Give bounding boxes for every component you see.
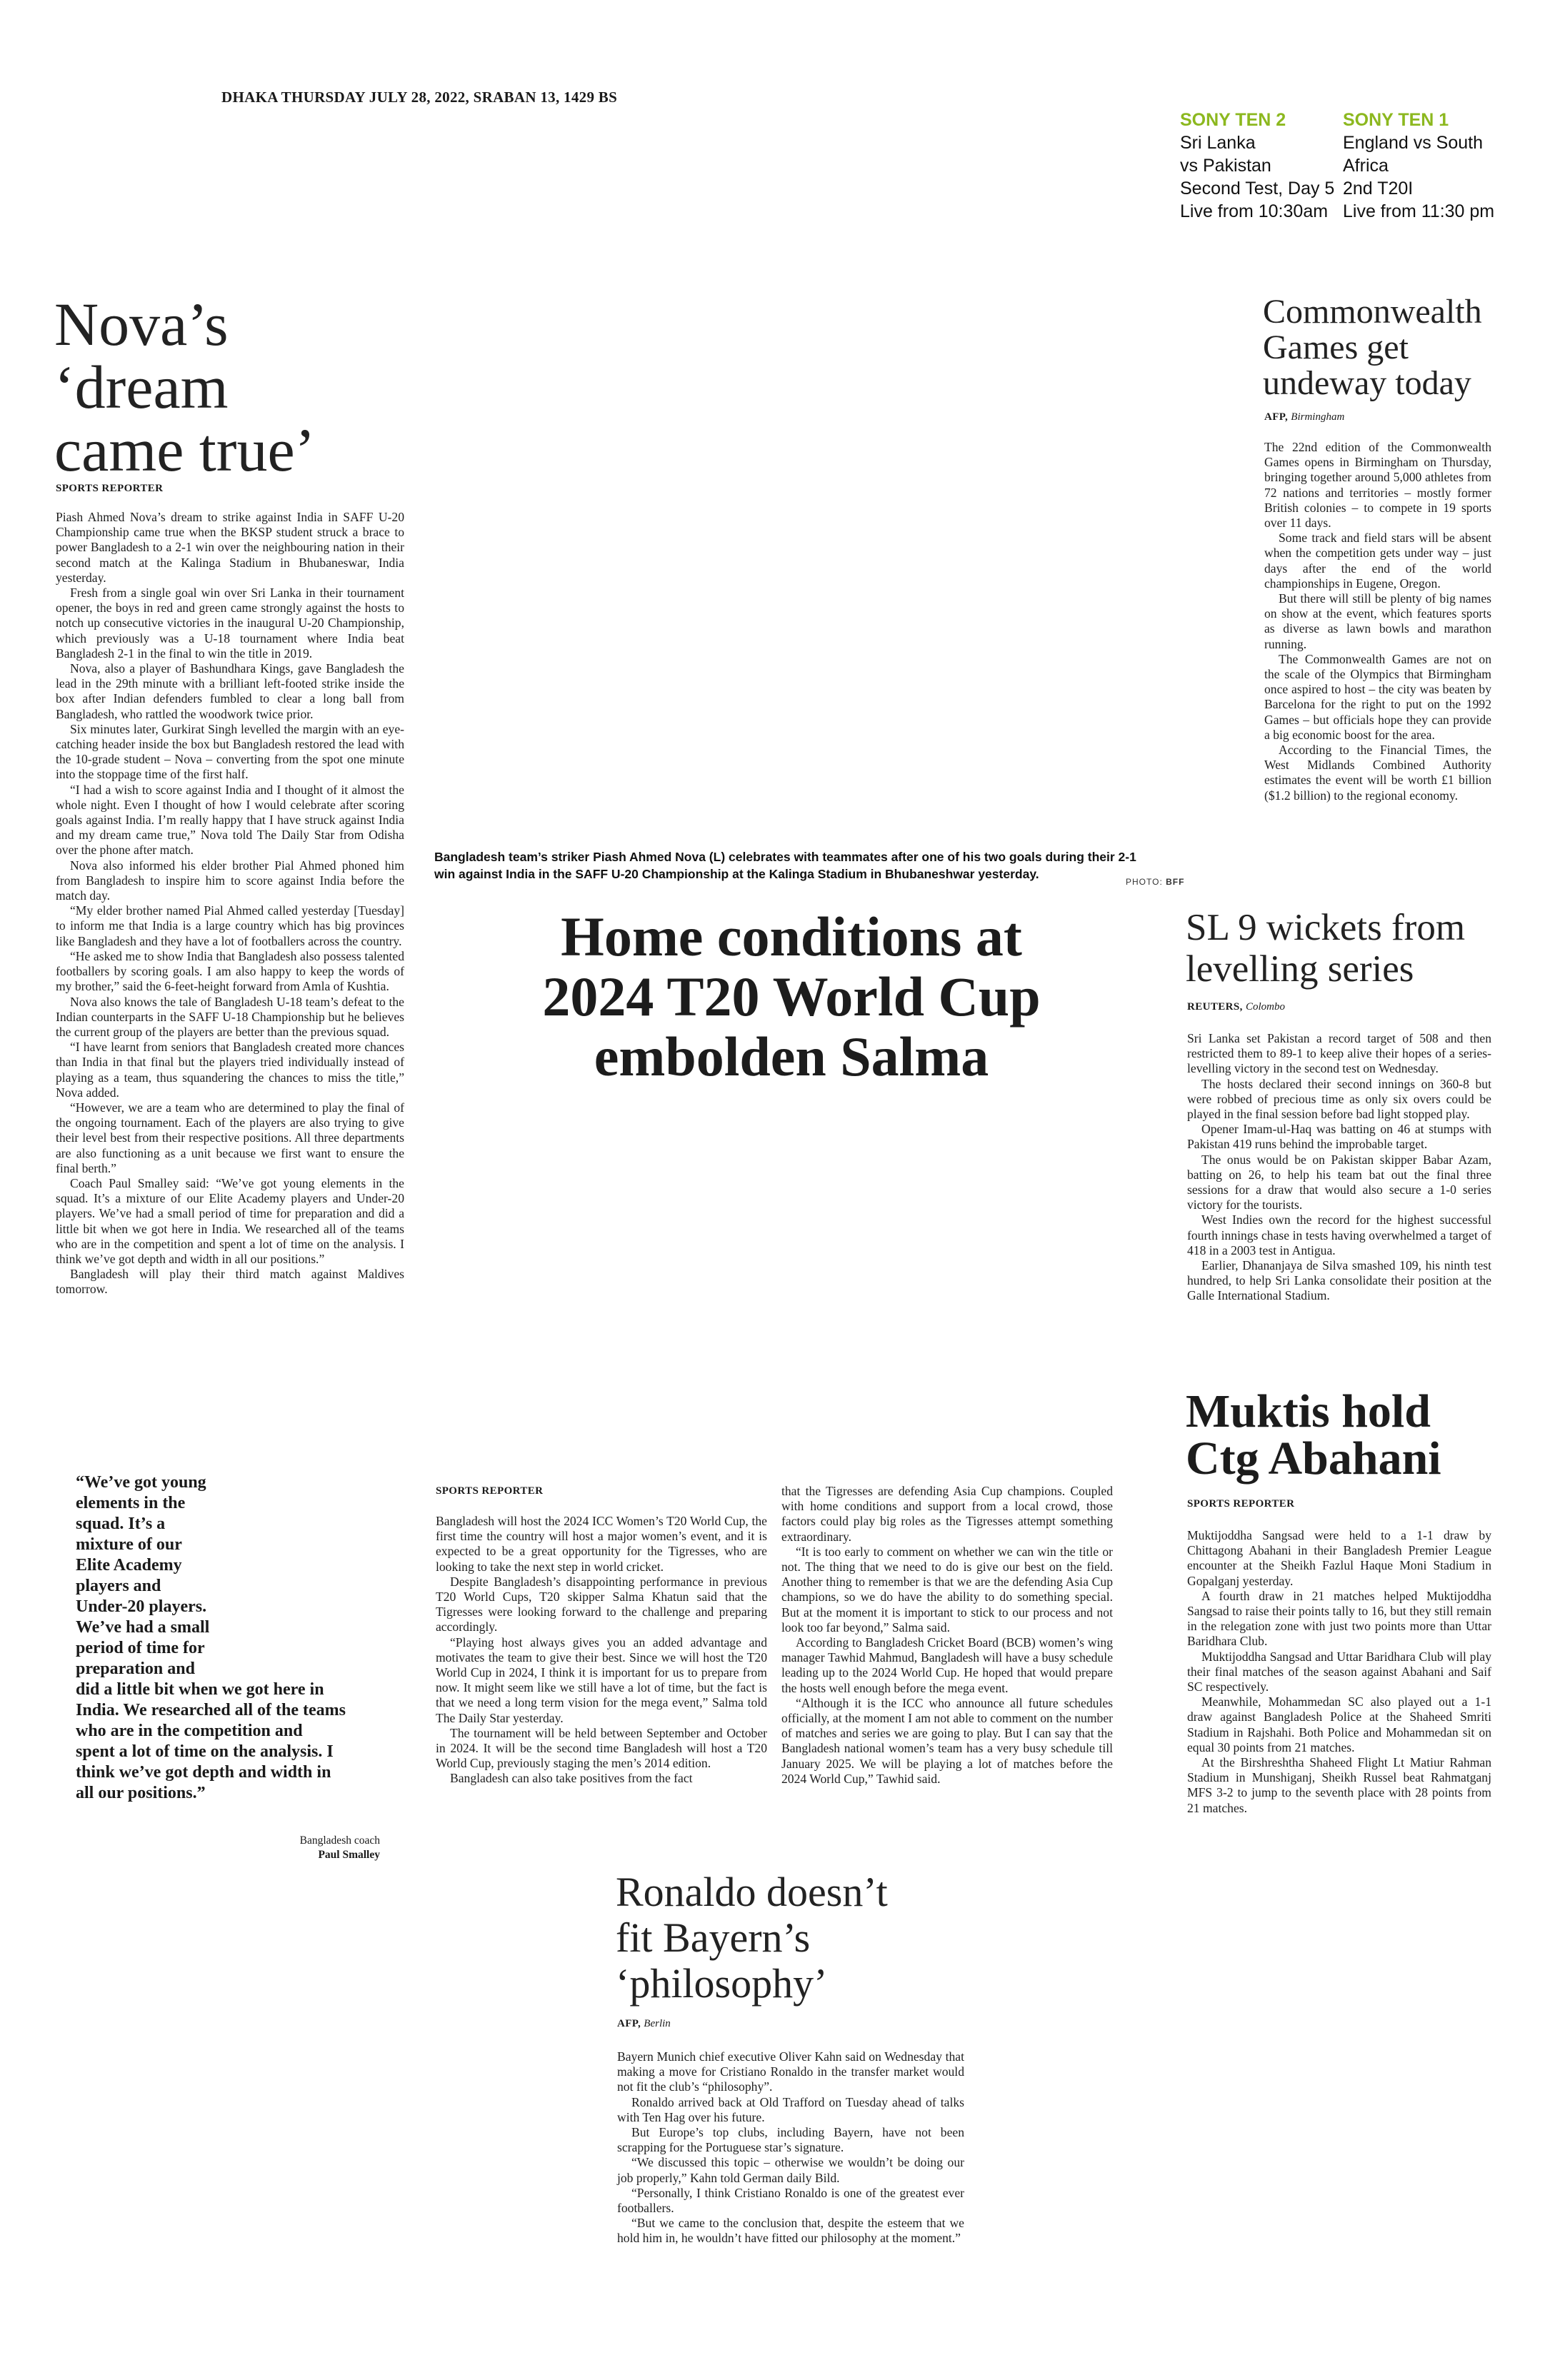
credit-label: PHOTO:	[1126, 877, 1163, 887]
headline-line: fit Bayern’s	[616, 1914, 811, 1961]
paragraph: The tournament will be held between September and October in 2024. It will be the second time Bangladesh will host a T20 World Cup, previously staging the men’s 2014 edition.	[436, 1725, 767, 1771]
tv-listing-sony-ten-2	[1180, 109, 1337, 223]
quote-line: Elite Academy	[76, 1556, 182, 1575]
byline-agency: AFP,	[1264, 411, 1289, 423]
paragraph: Bangladesh can also take positives from the fact	[450, 1771, 693, 1786]
sl-headline	[1186, 907, 1465, 990]
paragraph: “We discussed this topic – otherwise we wouldn’t be doing our job properly,” Kahn told German daily Bild.	[617, 2155, 964, 2185]
paragraph: “I had a wish to score against India and I thought of it almost the whole night. Even I thought of how I would celebrate after scoring goals against India. I’m really happy that I have struck against India and my dream came true,” Nova told The Daily Star from Odisha over the phone after match.	[56, 782, 404, 858]
salma-article-col1	[436, 1514, 767, 1787]
paragraph: Nova also informed his elder brother Pial Ahmed phoned him from Bangladesh to inspire him to score against India before the match day.	[56, 858, 404, 903]
headline-line: levelling series	[1186, 948, 1414, 990]
dateline: DHAKA THURSDAY JULY 28, 2022, SRABAN 13, 1429 BS	[221, 89, 618, 106]
headline-line: SL 9 wickets from	[1186, 907, 1466, 948]
muktis-article-body	[1187, 1528, 1491, 1816]
byline-location: Birmingham	[1291, 411, 1345, 423]
paragraph: “Although it is the ICC who announce all future schedules officially, at the moment I am not able to comment on the number of matches and series we are going to play. But I can say that the Bangladesh national women’s team has a very busy schedule till January 2025. We will be playing a lot of matches before the 2024 World Cup,” Tawhid said.	[781, 1695, 1113, 1786]
tv-line: Second Test, Day 5	[1180, 179, 1335, 199]
paragraph: “But we came to the conclusion that, despite the esteem that we hold him in, he wouldn’t have fitted our philosophy at the moment.”	[617, 2216, 964, 2246]
tv-line: Live from 10:30am	[1180, 201, 1329, 221]
paragraph: Muktijoddha Sangsad were held to a 1-1 draw by Chittagong Abahani in their Bangladesh Premier League encounter at the Sheikh Fazlul Haque Moni Stadium in Gopalganj yesterday.	[1187, 1528, 1491, 1588]
paragraph: A fourth draw in 21 matches helped Muktijoddha Sangsad to raise their points tally to 16, but they still remain in the relegation zone with just two points more than Uttar Baridhara Club.	[1187, 1588, 1491, 1649]
ronaldo-headline	[616, 1869, 888, 2007]
sl-article-body	[1187, 1031, 1491, 1304]
quote-line: We’ve had a small	[76, 1618, 210, 1637]
salma-byline: SPORTS REPORTER	[436, 1485, 544, 1497]
headline-line: Ctg Abahani	[1186, 1432, 1441, 1485]
paragraph: The onus would be on Pakistan skipper Babar Azam, batting on 26, to help his team bat out the final three sessions for a draw that would also secure a 1-0 series victory for the tourists.	[1187, 1152, 1491, 1212]
quote-line: all our positions.”	[76, 1784, 206, 1802]
paragraph: Piash Ahmed Nova’s dream to strike against India in SAFF U-20 Championship came true when the BKSP student struck a brace to power Bangladesh to a 2-1 win over the neighbouring nation in their second match at the Kalinga Stadium in Bhubaneswar, India yesterday.	[56, 510, 404, 585]
paragraph: Despite Bangladesh’s disappointing performance in previous T20 World Cups, T20 skipper Salma Khatun said that the Tigresses were looking forward to the challenge and preparing accordingly.	[436, 1574, 767, 1635]
tv-line: Sri Lanka	[1180, 133, 1256, 153]
headline-line: Commonwealth	[1263, 293, 1482, 331]
paragraph: The hosts declared their second innings on 360-8 but were robbed of precious time as only six overs could be played in the final session before bad light stopped play.	[1187, 1076, 1491, 1122]
paragraph: Nova also knows the tale of Bangladesh U-18 team’s defeat to the Indian counterparts in the SAFF U-18 Championship but he believes the current group of the players are better than the previous squad.	[56, 994, 404, 1039]
tv-channel: SONY TEN 2	[1180, 110, 1286, 130]
byline-location: Colombo	[1245, 1001, 1285, 1013]
paragraph: Muktijoddha Sangsad and Uttar Baridhara Club will play their final matches of the season against Abahani and Saif SC respectively.	[1187, 1649, 1491, 1694]
quote-role: Bangladesh coach	[299, 1834, 380, 1847]
tv-line: Live from 11:30 pm	[1343, 201, 1495, 221]
headline-line: Games get	[1263, 328, 1409, 366]
paragraph: Some track and field stars will be absent when the competition gets under way – just days after the end of the world championships in Eugene, Oregon.	[1264, 531, 1491, 591]
paragraph: Meanwhile, Mohammedan SC also played out a 1-1 draw against Bangladesh Police at the Shaheed Smriti Stadium in Rajshahi. Both Police and Mohammedan sit on equal 30 points from 21 matches.	[1187, 1694, 1491, 1754]
tv-line: Africa	[1343, 156, 1389, 176]
headline-line: 2024 T20 World Cup	[542, 965, 1041, 1028]
paragraph: According to Bangladesh Cricket Board (BCB) women’s wing manager Tawhid Mahmud, Bangladesh will have a busy schedule leading up to the 2024 World Cup. He hoped that would prepare the hosts well enough before the mega event.	[781, 1635, 1113, 1695]
nova-article-body	[56, 510, 404, 1297]
headline-line: Home conditions at	[561, 905, 1022, 968]
paragraph: Six minutes later, Gurkirat Singh levelled the margin with an eye-catching header inside the box but Bangladesh restored the lead with the 10-grade student – Nova – converting from the spot one minute into the stoppage time of the first half.	[56, 721, 404, 782]
quote-author: Paul Smalley	[318, 1849, 380, 1861]
paragraph: Nova, also a player of Bashundhara Kings, gave Bangladesh the lead in the 29th minute with a brilliant left-footed strike inside the box after Indian defenders fumbled to clear a long ball from Bangladesh, who rattled the woodwork twice prior.	[56, 661, 404, 721]
quote-line: preparation and	[76, 1660, 195, 1678]
tv-line: England vs South	[1343, 133, 1483, 153]
quote-line: “We’ve got young	[76, 1473, 206, 1492]
quote-line: players and	[76, 1577, 161, 1595]
paragraph: “He asked me to show India that Bangladesh also possess talented footballers by scoring goals. I am also happy to keep the words of my brother,” said the 6-feet-height forward from Amla of Kushtia.	[56, 948, 404, 994]
paragraph: At the Birshreshtha Shaheed Flight Lt Matiur Rahman Stadium in Munshiganj, Sheikh Russel beat Rahmatganj MFS 3-2 to jump to the seventh place with 28 points from 21 matches.	[1187, 1755, 1491, 1815]
paragraph: “I have learnt from seniors that Bangladesh created more chances than India in that final but the players tried individually instead of playing as a team, thus squandering the chances to miss the title,” Nova added.	[56, 1040, 404, 1100]
paragraph: “However, we are a team who are determined to play the final of the ongoing tournament. Each of the players are also trying to give their level best from their respective positions. All three departments are also functioning as a unit because we first want to ensure the final berth.”	[56, 1100, 404, 1175]
paragraph: Bangladesh will host the 2024 ICC Women’s T20 World Cup, the first time the country will host a major women’s event, and it is expected to be a great opportunity for the Tigresses, who are looking to take the next step in world cricket.	[436, 1514, 767, 1574]
headline-line: Ronaldo doesn’t	[616, 1869, 888, 1915]
paragraph: Earlier, Dhananjaya de Silva smashed 109, his ninth test hundred, to help Sri Lanka consolidate their position at the Galle International Stadium.	[1187, 1258, 1491, 1303]
tv-listing-sony-ten-1	[1343, 109, 1521, 223]
quote-line: Under-20 players.	[76, 1597, 207, 1616]
quote-line: elements in the	[76, 1494, 186, 1512]
muktis-headline	[1186, 1385, 1441, 1485]
headline-line: embolden Salma	[594, 1025, 989, 1088]
commonwealth-byline	[1264, 411, 1344, 423]
muktis-byline: SPORTS REPORTER	[1187, 1498, 1295, 1510]
paragraph: Ronaldo arrived back at Old Trafford on Tuesday ahead of talks with Ten Hag over his future.	[617, 2094, 964, 2124]
paragraph: Bangladesh will play their third match against Maldives tomorrow.	[56, 1267, 404, 1297]
paragraph: Coach Paul Smalley said: “We’ve got young elements in the squad. It’s a mixture of our Elite Academy players and Under-20 players. We’ve had a small period of time for preparation and did a little bit when we got here in India. We researched all of the teams who are in the competition and spent a lot of time on the analysis. I think we’ve got depth and width in all our positions.”	[56, 1175, 404, 1266]
paragraph: But there will still be plenty of big names on show at the event, which features sports as diverse as lawn bowls and marathon running.	[1264, 591, 1491, 651]
paragraph: “My elder brother named Pial Ahmed called yesterday [Tuesday] to inform me that India is a large country which has big provinces like Bangladesh and they have a lot of footballers across the country.	[56, 903, 404, 948]
nova-byline: SPORTS REPORTER	[56, 483, 164, 494]
paragraph: Sri Lanka set Pakistan a record target of 508 and then restricted them to 89-1 to keep alive their hopes of a series-levelling victory in the second test on Wednesday.	[1187, 1031, 1491, 1076]
paragraph: “Playing host always gives you an added advantage and motivates the team to give their best. Since we will host the T20 World Cup in 2024, I think it is important for us to prepare from now. It might seem like we still have a lot of time, but the fact is that we need a long term vision for the mega event,” Salma told The Daily Star yesterday.	[436, 1635, 767, 1725]
photo-caption: Bangladesh team’s striker Piash Ahmed Nova (L) celebrates with teammates after one of his two goals during their 2-1 win against India in the SAFF U-20 Championship at the Kalinga Stadium in Bhubaneshwar yesterday.	[434, 850, 1136, 881]
headline-line: Muktis hold	[1186, 1385, 1431, 1437]
commonwealth-article-body	[1264, 440, 1491, 803]
pull-quote	[76, 1472, 397, 1804]
headline-line: undeway today	[1263, 364, 1471, 402]
paragraph: Fresh from a single goal win over Sri Lanka in their tournament opener, the boys in red and green came strongly against the hosts to notch up consecutive victories in the inaugural U-20 Championship, which previously was a U-18 tournament where India beat Bangladesh 2-1 in the final to win the title in 2019.	[56, 586, 404, 661]
ronaldo-byline	[617, 2018, 671, 2030]
byline-location: Berlin	[644, 2018, 671, 2029]
quote-line: who are in the competition and	[76, 1722, 303, 1740]
headline-line: Nova’s	[54, 290, 229, 358]
quote-line: spent a lot of time on the analysis. I	[76, 1742, 334, 1761]
quote-line: did a little bit when we got here in	[76, 1680, 324, 1699]
commonwealth-headline	[1263, 294, 1482, 401]
byline-agency: REUTERS,	[1187, 1001, 1243, 1013]
paragraph: “It is too early to comment on whether we can win the title or not. The thing that we need to do is give our best on the field. Another thing to remember is that we are the defending Asia Cup champions, so we do have the ability to do something special. But at the moment it is important to stick to our process and not look too far beyond,” Salma said.	[781, 1544, 1113, 1635]
nova-headline	[54, 290, 316, 484]
headline-line: came true’	[54, 416, 316, 484]
credit-source: BFF	[1166, 877, 1185, 887]
paragraph: West Indies own the record for the highest successful fourth innings chase in tests having overwhelmed a target of 418 in a 2003 test in Antigua.	[1187, 1212, 1491, 1257]
paragraph: Bayern Munich chief executive Oliver Kahn said on Wednesday that making a move for Cristiano Ronaldo in the transfer market would not fit the club’s “philosophy”.	[617, 2049, 964, 2094]
quote-line: mixture of our	[76, 1535, 182, 1554]
sl-byline	[1187, 1001, 1285, 1013]
quote-line: squad. It’s a	[76, 1515, 166, 1533]
paragraph: Opener Imam-ul-Haq was batting on 46 at stumps with Pakistan 419 runs behind the improbable target.	[1187, 1122, 1491, 1152]
photo-credit	[1126, 877, 1184, 887]
tv-channel: SONY TEN 1	[1343, 110, 1449, 130]
byline-agency: AFP,	[617, 2018, 641, 2029]
paragraph: The Commonwealth Games are not on the scale of the Olympics that Birmingham once aspired to host – the city was beaten by Barcelona for the right to put on the 1992 Games – but officials hope they can provide a big economic boost for the area.	[1264, 651, 1491, 742]
headline-line: ‘dream	[54, 353, 229, 421]
paragraph: that the Tigresses are defending Asia Cup champions. Coupled with home conditions and support from a local crowd, those factors could play big roles as the Tigresses attempt something extraordinary.	[781, 1484, 1113, 1544]
salma-headline	[434, 907, 1149, 1087]
pull-quote-attribution	[214, 1834, 380, 1862]
headline-line: ‘philosophy’	[616, 1960, 828, 2007]
tv-line: 2nd T20I	[1343, 179, 1414, 199]
quote-line: period of time for	[76, 1639, 205, 1657]
tv-line: vs Pakistan	[1180, 156, 1271, 176]
paragraph: The 22nd edition of the Commonwealth Games opens in Birmingham on Thursday, bringing together around 5,000 athletes from 72 nations and territories – mostly former British colonies – to compete in 19 sports over 11 days.	[1264, 440, 1491, 531]
ronaldo-article-body	[617, 2049, 964, 2246]
paragraph: But Europe’s top clubs, including Bayern, have not been scrapping for the Portuguese star’s signature.	[617, 2125, 964, 2155]
paragraph: “Personally, I think Cristiano Ronaldo is one of the greatest ever footballers.	[617, 2185, 964, 2216]
quote-line: think we’ve got depth and width in	[76, 1763, 331, 1782]
salma-article-col2	[781, 1484, 1113, 1787]
quote-line: India. We researched all of the teams	[76, 1701, 346, 1719]
paragraph: According to the Financial Times, the West Midlands Combined Authority estimates the event will be worth £1 billion ($1.2 billion) to the regional economy.	[1264, 743, 1491, 803]
